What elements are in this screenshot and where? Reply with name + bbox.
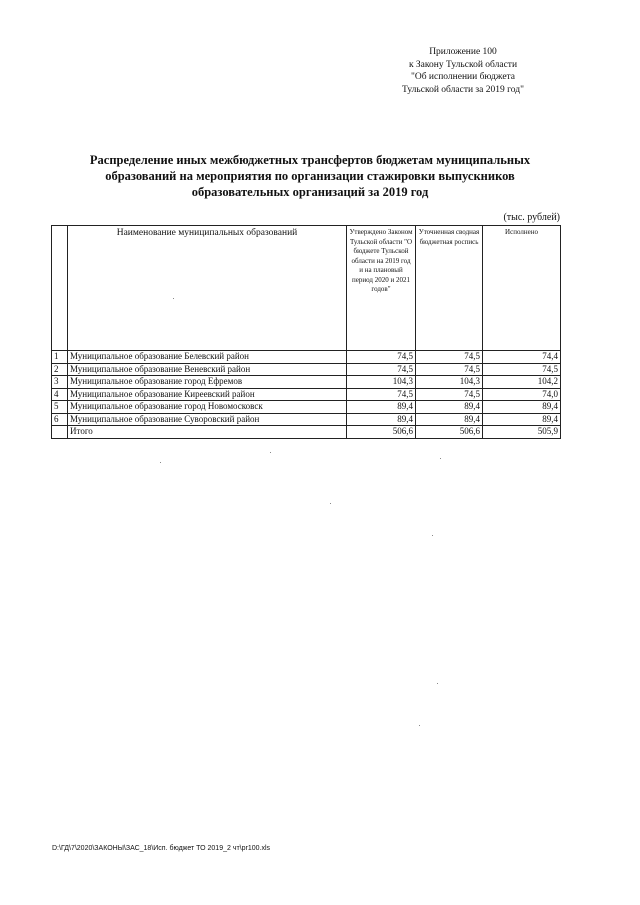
appendix-line: Приложение 100 [429, 47, 497, 57]
row-name: Муниципальное образование город Новомосковск [68, 401, 347, 414]
scan-speck [419, 725, 420, 726]
table-header-row [52, 226, 561, 351]
row-revised: 89,4 [416, 401, 483, 414]
row-revised: 74,5 [416, 363, 483, 376]
row-index: 4 [52, 388, 68, 401]
header-executed: Исполнено [483, 226, 561, 351]
header-revised: Уточненная сводная бюджетная роспись [416, 226, 483, 351]
total-approved: 506,6 [347, 426, 416, 439]
table-row [52, 351, 561, 364]
file-path-footer: D:\ГД\7\2020\ЗАКОНЫ\ЗАС_18\Исп. бюджет ТО 2019_2 чт\pr100.xls [52, 845, 271, 852]
title-line: образований на мероприятия по организации стажировки выпускников [105, 169, 515, 183]
row-revised: 74,5 [416, 351, 483, 364]
table-row [52, 363, 561, 376]
total-index [52, 426, 68, 439]
scan-speck [437, 683, 438, 684]
row-index: 3 [52, 376, 68, 389]
row-approved: 74,5 [347, 363, 416, 376]
total-executed: 505,9 [483, 426, 561, 439]
row-approved: 74,5 [347, 388, 416, 401]
row-name: Муниципальное образование Суворовский район [68, 413, 347, 426]
row-executed: 89,4 [483, 413, 561, 426]
document-title [60, 152, 560, 200]
row-executed: 104,2 [483, 376, 561, 389]
scan-speck [440, 458, 441, 459]
row-revised: 104,3 [416, 376, 483, 389]
title-line: Распределение иных межбюджетных трансфертов бюджетам муниципальных [89, 153, 531, 167]
row-approved: 89,4 [347, 413, 416, 426]
title-line: образовательных организаций за 2019 год [191, 185, 429, 199]
row-approved: 89,4 [347, 401, 416, 414]
row-executed: 89,4 [483, 401, 561, 414]
row-name: Муниципальное образование Белевский район [68, 351, 347, 364]
row-revised: 89,4 [416, 413, 483, 426]
row-name: Муниципальное образование город Ефремов [68, 376, 347, 389]
row-executed: 74,4 [483, 351, 561, 364]
appendix-note [380, 46, 546, 96]
total-name: Итого [68, 426, 347, 439]
row-revised: 74,5 [416, 388, 483, 401]
row-approved: 104,3 [347, 376, 416, 389]
total-revised: 506,6 [416, 426, 483, 439]
scan-speck [173, 298, 174, 299]
scan-speck [160, 462, 161, 463]
appendix-line: к Закону Тульской области [408, 59, 518, 70]
table-row [52, 401, 561, 414]
row-executed: 74,5 [483, 363, 561, 376]
row-name: Муниципальное образование Веневский район [68, 363, 347, 376]
scan-speck [432, 535, 433, 536]
table-row [52, 413, 561, 426]
row-index: 1 [52, 351, 68, 364]
appendix-line: "Об исполнении бюджета [410, 72, 516, 82]
row-index: 2 [52, 363, 68, 376]
scan-speck [330, 503, 331, 504]
table-row [52, 388, 561, 401]
row-approved: 74,5 [347, 351, 416, 364]
scan-speck [270, 452, 271, 453]
row-name: Муниципальное образование Киреевский район [68, 388, 347, 401]
table-total-row [52, 426, 561, 439]
row-index: 5 [52, 401, 68, 414]
appendix-line: Тульской области за 2019 год" [402, 84, 524, 95]
header-approved: Утверждено Законом Тульской области "О бюджете Тульской области на 2019 год и на плановый период 2020 и 2021 годов" [347, 226, 416, 351]
table-row [52, 376, 561, 389]
transfers-table [51, 225, 561, 439]
row-executed: 74,0 [483, 388, 561, 401]
header-name: Наименование муниципальных образований [68, 226, 347, 351]
units-label: (тыс. рублей) [503, 212, 560, 223]
row-index: 6 [52, 413, 68, 426]
header-index [52, 226, 68, 351]
